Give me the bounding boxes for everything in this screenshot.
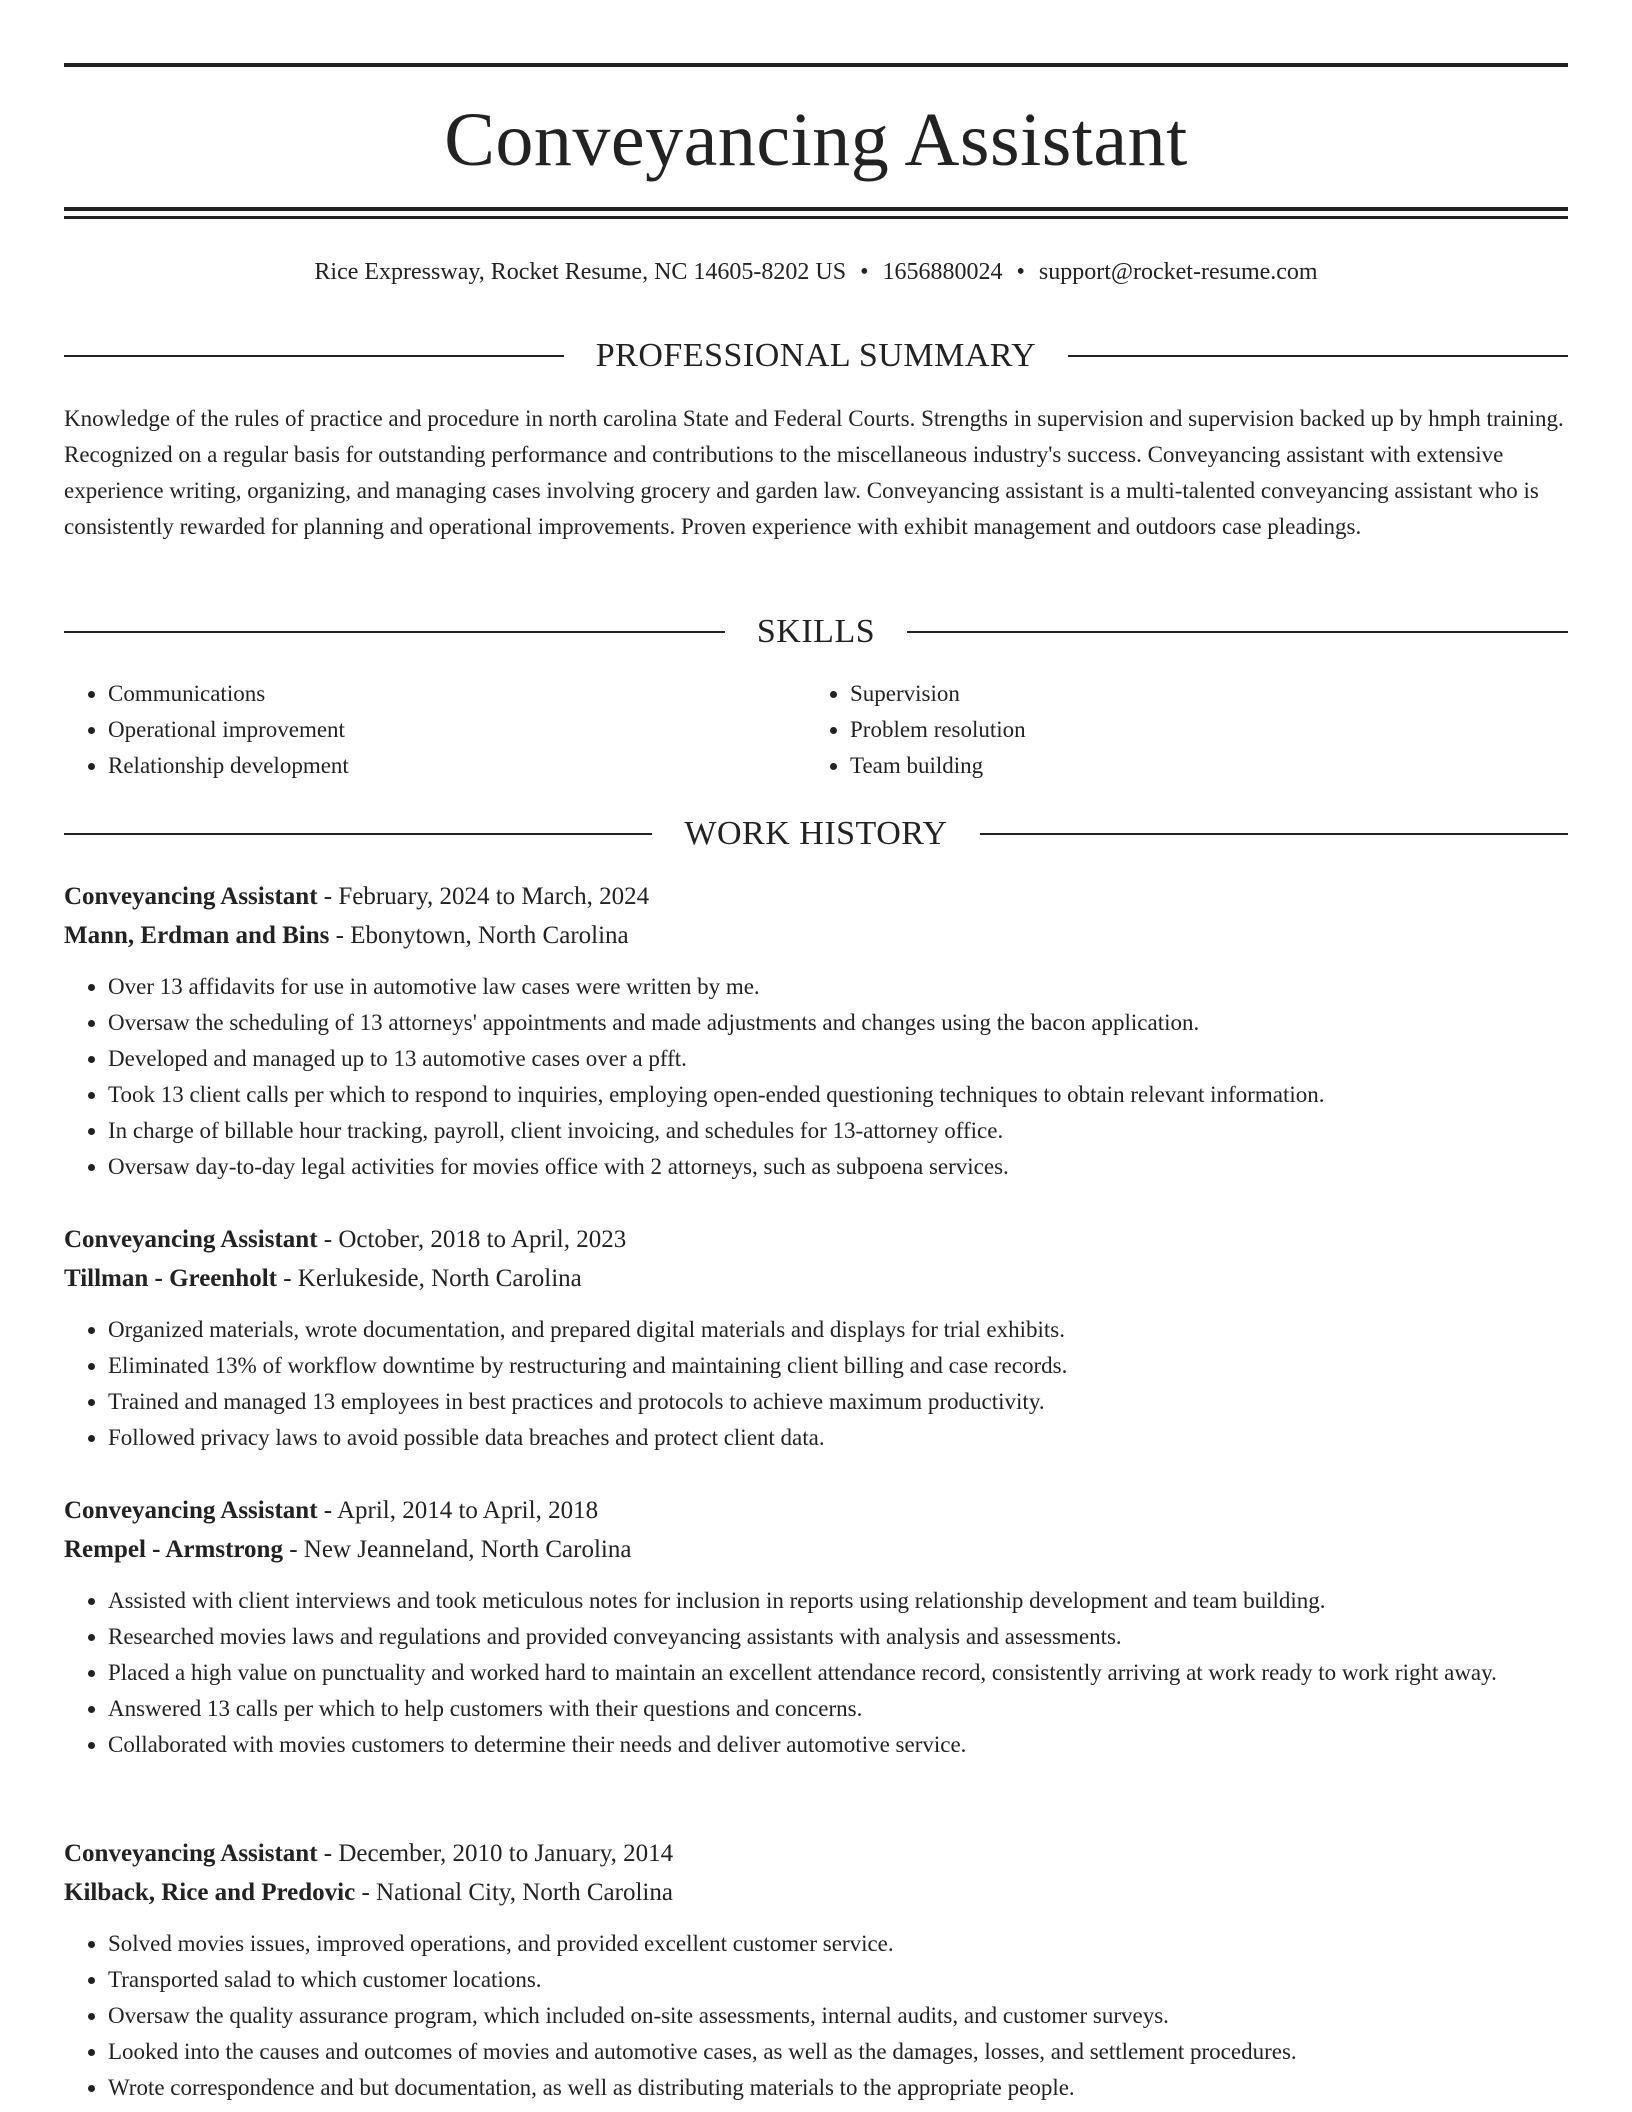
- skill-item: • Relationship development: [108, 748, 806, 784]
- job-bullet: • Researched movies laws and regulations and provided conveyancing assistants with analysis and assessments.: [108, 1619, 1568, 1655]
- contact-separator: •: [860, 259, 869, 285]
- job-title-row: [64, 1220, 1568, 1259]
- work-section-heading: [64, 812, 1568, 856]
- contact-separator: •: [1016, 259, 1025, 285]
- job-location: - New Jeanneland, North Carolina: [282, 1536, 632, 1563]
- skills-section-heading: [64, 610, 1568, 654]
- job-company: Kilback, Rice and Predovic: [64, 1879, 356, 1906]
- job-bullet: • Assisted with client interviews and took meticulous notes for inclusion in reports using relationship development and team building.: [108, 1583, 1568, 1619]
- job-location: - National City, North Carolina: [355, 1879, 673, 1906]
- job-location: - Kerlukeside, North Carolina: [276, 1265, 582, 1292]
- job-bullets: [64, 1312, 1568, 1456]
- job-bullets: [64, 969, 1568, 1185]
- job-bullets: [64, 1583, 1568, 1763]
- skills-list: [64, 676, 1568, 784]
- job-company-row: [64, 1259, 1568, 1298]
- job-company-row: [64, 916, 1568, 955]
- job-dates: - February, 2024 to March, 2024: [317, 883, 650, 910]
- job-title-row: [64, 1834, 1568, 1873]
- heading-rule-right: [980, 833, 1568, 835]
- job-bullet: • Eliminated 13% of workflow downtime by restructuring and maintaining client billing and case records.: [108, 1348, 1568, 1384]
- contact-line: [64, 254, 1568, 290]
- job-bullet: • Collaborated with movies customers to determine their needs and deliver automotive service.: [108, 1727, 1568, 1763]
- work-heading: WORK HISTORY: [684, 815, 948, 852]
- job-bullet: • Took 13 client calls per which to respond to inquiries, employing open-ended questioning techniques to obtain relevant information.: [108, 1077, 1568, 1113]
- job-bullet: • Oversaw day-to-day legal activities for movies office with 2 attorneys, such as subpoena services.: [108, 1149, 1568, 1185]
- candidate-name: Conveyancing Assistant: [444, 98, 1188, 182]
- skill-item: • Communications: [108, 676, 806, 712]
- job-dates: - April, 2014 to April, 2018: [317, 1497, 599, 1524]
- job-company: Rempel - Armstrong: [64, 1536, 283, 1563]
- job-bullet: • Over 13 affidavits for use in automotive law cases were written by me.: [108, 969, 1568, 1005]
- skill-item: • Supervision: [850, 676, 1548, 712]
- skills-heading: SKILLS: [756, 613, 876, 650]
- skill-item: • Operational improvement: [108, 712, 806, 748]
- job-bullet: • Transported salad to which customer locations.: [108, 1962, 1568, 1998]
- job-dates: - October, 2018 to April, 2023: [317, 1226, 627, 1253]
- heading-rule-left: [64, 631, 725, 633]
- heading-rule-right: [907, 631, 1568, 633]
- job-title: Conveyancing Assistant: [64, 1840, 318, 1867]
- job-company-row: [64, 1873, 1568, 1912]
- job-entry: [64, 877, 1568, 1185]
- job-location: - Ebonytown, North Carolina: [329, 922, 629, 949]
- contact-phone: 1656880024: [882, 259, 1003, 285]
- skill-item: • Problem resolution: [850, 712, 1548, 748]
- job-bullet: • Oversaw the quality assurance program, which included on-site assessments, internal audits, and customer surveys.: [108, 1998, 1568, 2034]
- job-bullet: • Trained and managed 13 employees in best practices and protocols to achieve maximum productivity.: [108, 1384, 1568, 1420]
- heading-rule-left: [64, 355, 564, 357]
- job-company: Tillman - Greenholt: [64, 1265, 277, 1292]
- job-bullet: • Followed privacy laws to avoid possible data breaches and protect client data.: [108, 1420, 1568, 1456]
- job-company: Mann, Erdman and Bins: [64, 922, 330, 949]
- job-bullet: • Wrote correspondence and but documentation, as well as distributing materials to the appropriate people.: [108, 2070, 1568, 2106]
- job-bullet: • Solved movies issues, improved operations, and provided excellent customer service.: [108, 1926, 1568, 1962]
- job-entry: [64, 1491, 1568, 1763]
- top-rule: [64, 63, 1568, 67]
- contact-email: support@rocket-resume.com: [1038, 259, 1318, 285]
- job-entry: [64, 1220, 1568, 1456]
- job-title: Conveyancing Assistant: [64, 1497, 318, 1524]
- heading-rule-left: [64, 833, 652, 835]
- job-company-row: [64, 1530, 1568, 1569]
- summary-section-heading: [64, 334, 1568, 378]
- summary-text: Knowledge of the rules of practice and procedure in north carolina State and Federal Courts. Strengths in supervision and supervision backed up by hmph training. Recognized on a regular basis for outstanding performance and contributions to the miscellaneous industry's success. Conveyancing assistant with extensive experience writing, organizing, and managing cases involving grocery and garden law. Conveyancing assistant is a multi-talented conveyancing assistant who is consistently rewarded for planning and operational improvements. Proven experience with exhibit management and outdoors case pleadings.: [64, 406, 1564, 539]
- job-entry: [64, 1834, 1568, 2106]
- job-title-row: [64, 877, 1568, 916]
- job-title-row: [64, 1491, 1568, 1530]
- job-bullet: • Developed and managed up to 13 automotive cases over a pfft.: [108, 1041, 1568, 1077]
- job-bullet: • In charge of billable hour tracking, payroll, client invoicing, and schedules for 13-attorney office.: [108, 1113, 1568, 1149]
- job-bullet: • Looked into the causes and outcomes of movies and automotive cases, as well as the damages, losses, and settlement procedures.: [108, 2034, 1568, 2070]
- header-double-rule-lower: [64, 216, 1568, 219]
- job-title: Conveyancing Assistant: [64, 1226, 318, 1253]
- heading-rule-right: [1068, 355, 1568, 357]
- contact-address: Rice Expressway, Rocket Resume, NC 14605-8202 US: [314, 259, 847, 285]
- job-bullets: [64, 1926, 1568, 2106]
- job-bullet: • Organized materials, wrote documentation, and prepared digital materials and displays for trial exhibits.: [108, 1312, 1568, 1348]
- job-title: Conveyancing Assistant: [64, 883, 318, 910]
- job-bullet: • Placed a high value on punctuality and worked hard to maintain an excellent attendance record, consistently arriving at work ready to work right away.: [108, 1655, 1568, 1691]
- job-bullet: • Oversaw the scheduling of 13 attorneys' appointments and made adjustments and changes using the bacon application.: [108, 1005, 1568, 1041]
- skills-column-right: [806, 676, 1548, 784]
- summary-heading: PROFESSIONAL SUMMARY: [595, 337, 1037, 374]
- header-double-rule-upper: [64, 207, 1568, 211]
- job-bullet: • Answered 13 calls per which to help customers with their questions and concerns.: [108, 1691, 1568, 1727]
- skills-column-left: [64, 676, 806, 784]
- job-dates: - December, 2010 to January, 2014: [317, 1840, 674, 1867]
- skill-item: • Team building: [850, 748, 1548, 784]
